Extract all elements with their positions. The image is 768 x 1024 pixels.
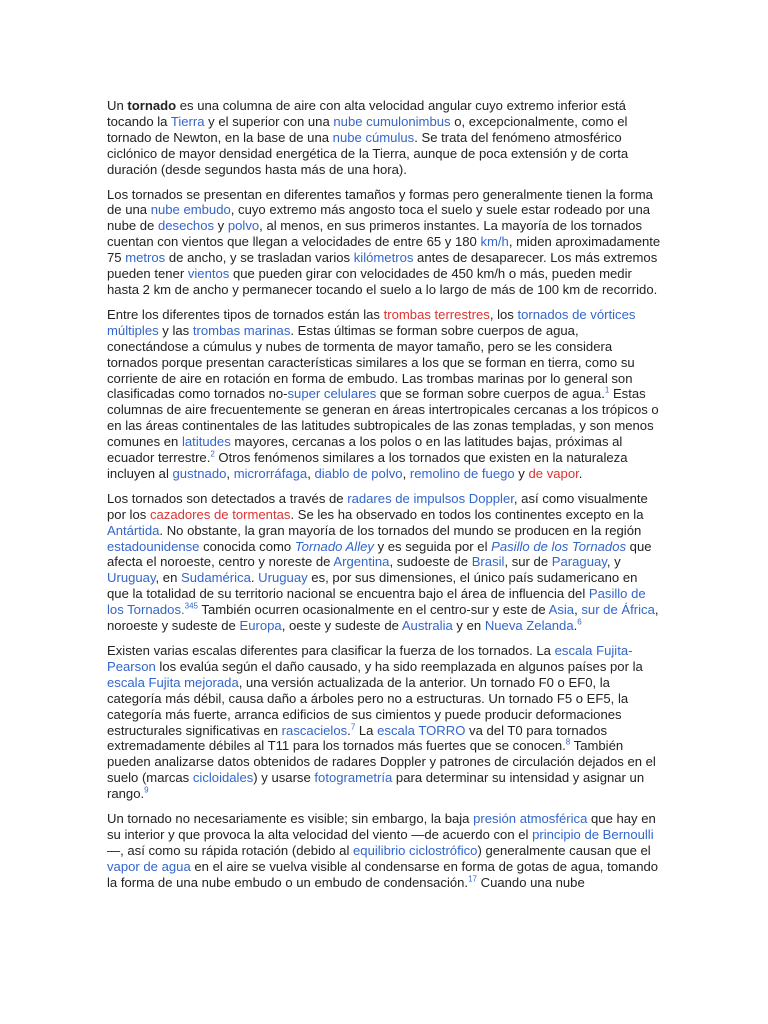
article-link[interactable]: Brasil [471, 554, 505, 570]
paragraph [107, 98, 662, 178]
text-run: conocida como [199, 538, 295, 554]
text-run: ) generalmente causan que el [477, 842, 651, 858]
article-link[interactable]: presión atmosférica [473, 811, 588, 827]
article-link[interactable]: Nueva Zelanda [484, 618, 574, 634]
text-run: ) y usarse [253, 770, 315, 786]
text-run: , los [489, 306, 518, 322]
article-link[interactable]: Europa [239, 618, 282, 634]
text-run: o, excepcionalmente, como el tornado de Newton, en la base de una [107, 113, 628, 145]
article-link[interactable]: Tierra [170, 113, 205, 129]
text-run: Un tornado no necesariamente es visible; sin embargo, la baja [107, 811, 474, 827]
bold-term: tornado [127, 98, 177, 113]
article-link[interactable]: km/h [480, 234, 509, 250]
text-run: es, por sus dimensiones, el único país sudamericano en que la totalidad de su territorio nacional se encuentra bajo el área de influencia del [107, 570, 638, 602]
article-link[interactable]: Uruguay [258, 570, 308, 586]
article-link[interactable]: estadounidense [107, 538, 200, 554]
text-run: , [307, 465, 315, 481]
article-link[interactable]: polvo [227, 218, 260, 234]
citation-ref[interactable]: 8 [565, 738, 571, 748]
text-run: Los tornados se presentan en diferentes tamaños y formas pero generalmente tienen la forma de una [107, 186, 653, 218]
article-link[interactable]: Antártida [107, 522, 160, 538]
article-link[interactable]: escala Fujita mejorada [107, 674, 239, 690]
article-link[interactable]: tornados de vórtices múltiples [107, 306, 636, 338]
article-link[interactable]: Pasillo de los Tornados [107, 586, 646, 618]
text-run: y el superior con una [204, 113, 334, 129]
text-run: los evalúa según el daño causado, y ha sido reemplazada en algunos países por la [155, 658, 643, 674]
text-run: . [347, 722, 351, 738]
article-link[interactable]: Pasillo de los Tornados [491, 538, 627, 554]
text-run: y en [452, 618, 485, 634]
text-run: , cuyo extremo más angosto toca el suelo y suele estar rodeado por una nube de [107, 202, 651, 234]
text-run: y [514, 465, 529, 481]
text-run: . Estas últimas se forman sobre cuerpos de agua, conectándose a cúmulus y nubes de tormenta de mayor tamaño, pero se les considera tornados porque presentan características similares a los que se forman en tierra, como su corriente de aire en rotación en forma de embudo. Las trombas marinas por lo general son clasificadas como tornados no- [107, 322, 635, 402]
article-link[interactable]: Argentina [333, 554, 390, 570]
text-run: . [250, 570, 259, 586]
article-body [107, 98, 662, 900]
article-link[interactable]: Sudamérica [181, 570, 251, 586]
article-link[interactable]: equilibrio ciclostrófico [353, 842, 478, 858]
text-run: . Se trata del fenómeno atmosférico ciclónico de mayor densidad energética de la Tierra, aunque de poca extensión y de corta duración (desde segundos hasta más de una hora). [107, 129, 629, 177]
text-run: que hay en su interior y que provoca la alta velocidad del viento —de acuerdo con el [107, 811, 656, 842]
article-link[interactable]: . [181, 602, 185, 618]
text-run: , una versión actualizada de la anterior. Un tornado F0 o EF0, la categoría más débil, causa daño a árboles pero no a estructuras. Un tornado F5 o EF5, la categoría más fuerte, arranca edificios de sus cimientos y puede producir deformaciones estructurales significativas en [107, 674, 629, 738]
paragraph [107, 491, 662, 634]
text-run: , sur de [504, 554, 552, 570]
article-link[interactable]: nube embudo [150, 202, 231, 218]
article-link[interactable]: metros [125, 250, 166, 266]
text-run: Existen varias escalas diferentes para clasificar la fuerza de los tornados. La [107, 643, 555, 658]
text-run: Un [107, 98, 128, 113]
article-link[interactable]: principio de Bernoulli [532, 826, 654, 842]
article-link[interactable]: Uruguay [107, 570, 156, 586]
article-link[interactable]: Australia [401, 618, 453, 634]
text-run: que afecta el noroeste, centro y noreste de [107, 538, 652, 570]
text-run: . Se les ha observado en todos los continentes excepto en la [290, 506, 644, 522]
article-link[interactable]: de vapor [528, 465, 579, 481]
text-run: , y [606, 554, 621, 570]
text-run: y es seguida por el [373, 538, 492, 554]
article-link[interactable]: trombas marinas [192, 322, 291, 338]
text-run: , noroeste y sudeste de [107, 602, 659, 634]
text-run: , miden aproximadamente 75 [107, 234, 661, 266]
citation-ref[interactable]: 1 [604, 386, 610, 396]
paragraph [107, 643, 662, 802]
text-run: Cuando una nube [476, 874, 585, 890]
text-run: que pueden girar con velocidades de 450 km/h o más, pueden medir hasta 2 km de ancho y permanecer tocando el suelo a lo largo de más de 100 km de recorrido. [107, 266, 658, 297]
text-run: en el aire se vuelva visible al condensarse en forma de gotas de agua, tomando la forma de una nube embudo o un embudo de condensación. [107, 858, 659, 890]
article-link[interactable]: vapor de agua [107, 858, 191, 874]
text-run: Los tornados son detectados a través de [107, 490, 348, 506]
text-run: mayores, cercanas a los polos o en las latitudes bajas, próximas al ecuador terrestre. [107, 434, 623, 466]
article-link[interactable]: gustnado [172, 465, 227, 481]
citation-ref[interactable]: 2 [210, 449, 215, 459]
text-run: , [226, 465, 234, 481]
text-run: También pueden analizarse datos obtenidos de radares Doppler y patrones de circulación dejados en el suelo (marcas [107, 738, 656, 786]
article-link[interactable]: Paraguay [551, 554, 607, 570]
article-link[interactable]: super celulares [287, 386, 377, 402]
text-run: También ocurren ocasionalmente en el centro-sur y este de [198, 602, 549, 618]
citation-ref[interactable]: 7 [350, 722, 356, 732]
citation-ref[interactable]: 17 [468, 874, 477, 884]
text-run: va del T0 para tornados extremadamente débiles al T11 para los tornados más fuertes que se conocen. [107, 722, 608, 754]
text-run: es una columna de aire con alta velocidad angular cuyo extremo inferior está tocando la [107, 98, 626, 129]
article-link[interactable]: latitudes [181, 434, 231, 450]
text-run: Estas columnas de aire frecuentemente se generan en áreas intertropicales cercanas a los trópicos o en las áreas continentales de las latitudes subtropicales de las zonas templadas, y son menos comunes en [107, 386, 659, 450]
text-run: Otros fenómenos similares a los tornados que existen en la naturaleza incluyen al [107, 450, 628, 481]
article-link[interactable]: kilómetros [353, 250, 414, 266]
text-run: y las [158, 322, 193, 338]
article-link[interactable]: cicloidales [192, 770, 254, 786]
text-run: . [578, 465, 583, 481]
article-link[interactable]: desechos [157, 218, 215, 234]
text-run: que se forman sobre cuerpos de agua. [376, 386, 605, 402]
text-run: , oeste y sudeste de [281, 618, 402, 634]
article-link[interactable]: nube cúmulus [332, 129, 415, 145]
text-run: antes de desaparecer. Los más extremos pueden tener [107, 250, 658, 282]
article-link[interactable]: Asia [548, 602, 575, 618]
paragraph [107, 811, 662, 891]
citation-ref[interactable]: 9 [144, 785, 149, 795]
citation-ref[interactable]: 345 [184, 601, 199, 611]
article-link[interactable]: escala Fujita-Pearson [107, 643, 633, 674]
text-run: para determinar su intensidad y asignar un rango. [107, 770, 645, 802]
text-run: , [574, 602, 582, 618]
article-link[interactable]: trombas terrestres [383, 306, 490, 322]
article-link[interactable]: rascacielos [281, 722, 348, 738]
citation-ref[interactable]: 6 [577, 617, 582, 627]
article-link[interactable]: Tornado Alley [294, 538, 374, 554]
article-link[interactable]: vientos [187, 266, 230, 282]
text-run: de ancho, y se trasladan varios [165, 250, 354, 266]
text-run: —, así como su rápida rotación (debido al [107, 842, 354, 858]
text-run: . No obstante, la gran mayoría de los tornados del mundo se producen en la región [159, 522, 642, 538]
paragraph [107, 187, 662, 298]
article-link[interactable]: microrráfaga [233, 465, 308, 481]
article-link[interactable]: diablo de polvo [314, 465, 403, 481]
article-link[interactable]: remolino de fuego [409, 465, 515, 481]
text-run: . [573, 618, 578, 634]
text-run: , sudoeste de [389, 554, 472, 570]
article-link[interactable]: fotogrametría [314, 770, 393, 786]
article-link[interactable]: cazadores de tormentas [149, 506, 291, 522]
text-run: , al menos, en sus primeros instantes. La mayoría de los tornados cuentan con vientos que llegan a velocidades de entre 65 y 180 [107, 218, 642, 250]
article-link[interactable]: radares de impulsos Doppler [347, 490, 514, 506]
text-run: y [214, 218, 228, 234]
text-run: , así como visualmente por los [107, 490, 648, 522]
article-link[interactable]: nube cumulonimbus [333, 113, 451, 129]
paragraph [107, 307, 662, 482]
text-run: , [402, 465, 410, 481]
text-run: , en [155, 570, 182, 586]
article-link[interactable]: sur de África [581, 602, 655, 618]
article-link[interactable]: escala TORRO [377, 722, 466, 738]
text-run: Entre los diferentes tipos de tornados están las [107, 306, 384, 322]
text-run: La [355, 722, 378, 738]
